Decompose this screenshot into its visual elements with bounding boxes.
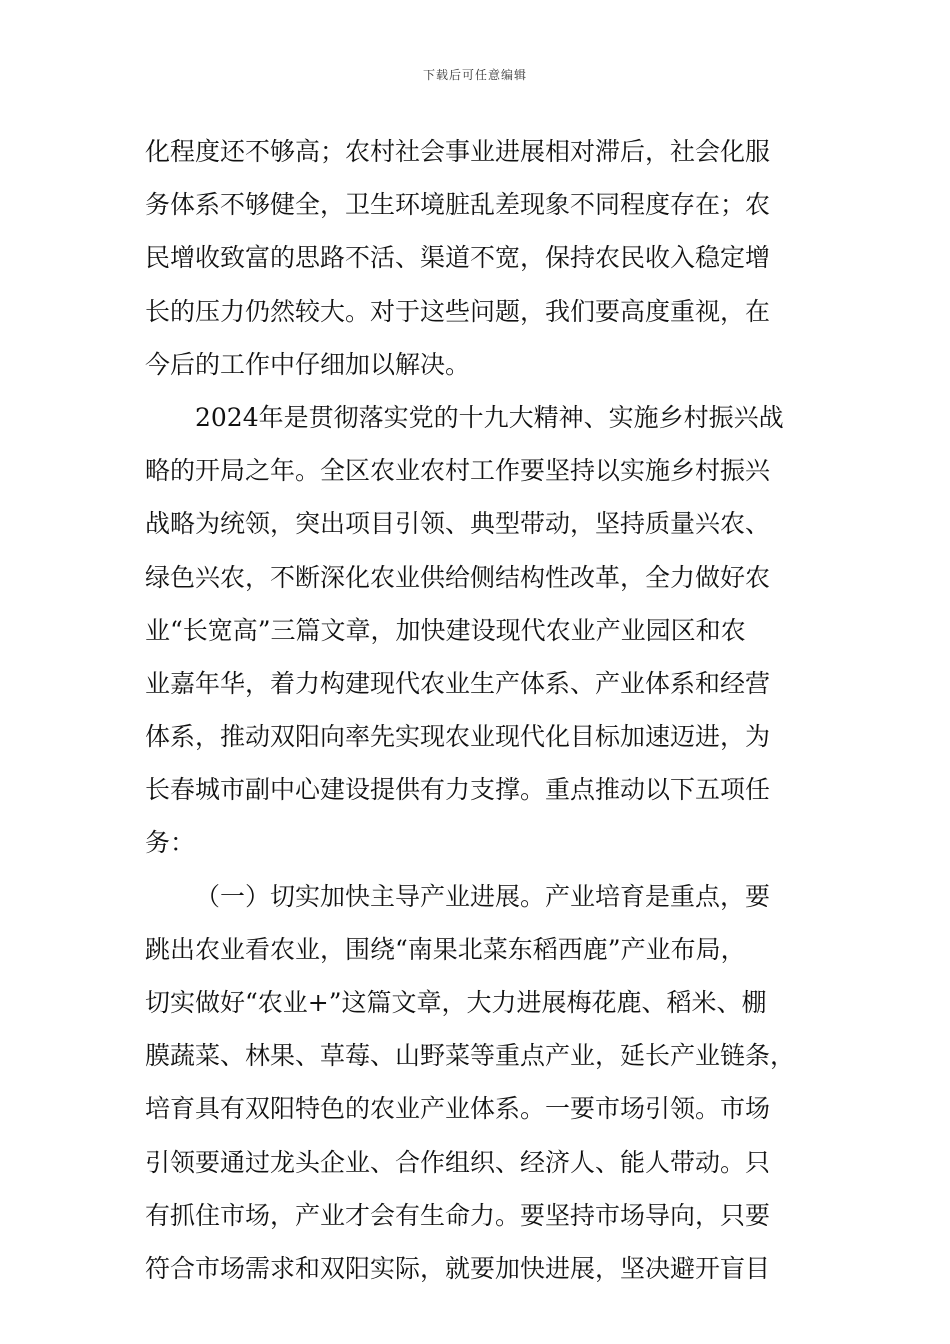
- text-line: 化程度还不够高；农村社会事业进展相对滞后，社会化服: [145, 137, 771, 166]
- text-line: （一）切实加快主导产业进展。产业培育是重点，要: [195, 881, 771, 911]
- text-line: 跳出农业看农业，围绕“南果北菜东稻西鹿”产业布局，: [145, 934, 746, 964]
- text-line: 符合市场需求和双阳实际，就要加快进展，坚决避开盲目: [145, 1253, 771, 1283]
- text-line: 2024年是贯彻落实党的十九大精神、实施乡村振兴战: [195, 402, 784, 432]
- text-line: 切实做好“农业+”这篇文章，大力进展梅花鹿、稻米、棚: [145, 988, 767, 1017]
- text-line: 今后的工作中仔细加以解决。: [145, 349, 471, 379]
- text-line: 民增收致富的思路不活、渠道不宽，保持农民收入稳定增: [145, 243, 771, 273]
- body-text: [145, 125, 795, 1295]
- text-line: 务体系不够健全，卫生环境脏乱差现象不同程度存在；农: [145, 190, 771, 220]
- page-header: 下载后可任意编辑: [422, 68, 527, 82]
- text-line: 业“长宽高”三篇文章，加快建设现代农业产业园区和农: [145, 615, 746, 645]
- text-line: 膜蔬菜、林果、草莓、山野菜等重点产业，延长产业链条，: [145, 1041, 795, 1071]
- text-line: 长春城市副中心建设提供有力支撑。重点推动以下五项任: [145, 775, 771, 805]
- text-line: 务：: [145, 828, 196, 858]
- text-line: 长的压力仍然较大。对于这些问题，我们要高度重视，在: [145, 296, 771, 326]
- text-line: 培育具有双阳特色的农业产业体系。一要市场引领。市场: [145, 1094, 771, 1124]
- text-line: 业嘉年华，着力构建现代农业生产体系、产业体系和经营: [145, 668, 771, 698]
- text-line: 体系，推动双阳向率先实现农业现代化目标加速迈进，为: [145, 722, 771, 752]
- text-line: 绿色兴农，不断深化农业供给侧结构性改革，全力做好农: [145, 562, 771, 592]
- text-line: 战略为统领，突出项目引领、典型带动，坚持质量兴农、: [145, 509, 771, 539]
- text-line: 略的开局之年。全区农业农村工作要坚持以实施乡村振兴: [145, 456, 771, 486]
- text-line: 有抓住市场，产业才会有生命力。要坚持市场导向，只要: [145, 1200, 771, 1230]
- text-line: 引领要通过龙头企业、合作组织、经济人、能人带动。只: [145, 1147, 771, 1177]
